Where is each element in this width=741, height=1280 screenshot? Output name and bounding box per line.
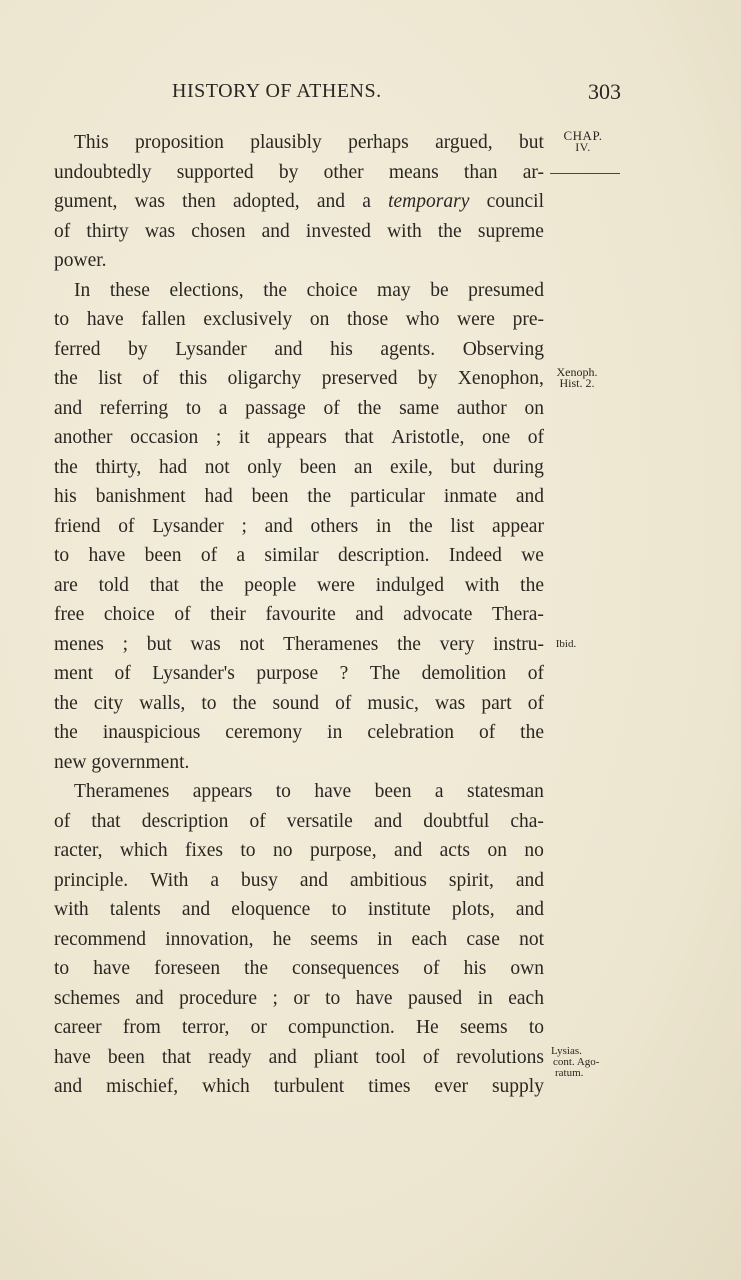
- lysias-line-1: Lysias.: [551, 1045, 582, 1057]
- text-line: menes ; but was not Theramenes the very instru-: [54, 633, 544, 655]
- margin-note-xenophon: [551, 367, 603, 389]
- body-text: [54, 128, 544, 1102]
- chapter-rule: [550, 173, 620, 174]
- text-line: friend of Lysander ; and others in the list appear: [54, 515, 544, 537]
- page-number: 303: [588, 79, 621, 104]
- margin-note-chapter: [553, 130, 613, 153]
- text-line: and mischief, which turbulent times ever supply: [54, 1076, 544, 1097]
- text-line: to have fallen exclusively on those who were pre-: [54, 309, 544, 330]
- text-line: Theramenes appears to have been a statesman: [74, 781, 544, 802]
- text-line: and referring to a passage of the same author on: [54, 397, 544, 419]
- running-title: HISTORY OF ATHENS.: [172, 80, 382, 102]
- text-line: to have been of a similar description. Indeed we: [54, 545, 544, 566]
- text-line: recommend innovation, he seems in each case not: [54, 928, 544, 950]
- text-line: his banishment had been the particular inmate and: [54, 486, 544, 507]
- text-line: of thirty was chosen and invested with the supreme: [54, 220, 544, 242]
- text-line: gument, was then adopted, and a temporary council: [54, 191, 544, 212]
- text-line: undoubtedly supported by other means than ar-: [54, 161, 544, 183]
- text-line: racter, which fixes to no purpose, and acts on no: [54, 840, 544, 861]
- text-line: free choice of their favourite and advocate Thera-: [54, 604, 544, 625]
- lysias-line-2: cont. Ago-: [553, 1056, 600, 1068]
- text-line: are told that the people were indulged with the: [54, 574, 544, 596]
- lysias-line-3: ratum.: [555, 1067, 584, 1079]
- text-line: This proposition plausibly perhaps argued, but: [74, 132, 544, 153]
- text-line: the thirty, had not only been an exile, but during: [54, 456, 544, 478]
- text-line: new government.: [54, 751, 190, 773]
- text-line: In these elections, the choice may be presumed: [74, 279, 544, 301]
- chapter-number: IV.: [575, 140, 591, 154]
- text-line: have been that ready and pliant tool of revolutions: [54, 1046, 544, 1068]
- text-line: the city walls, to the sound of music, was part of: [54, 692, 544, 714]
- text-line: of that description of versatile and doubtful cha-: [54, 810, 544, 832]
- margin-note-lysias: [551, 1046, 621, 1079]
- xenoph-line-1: Xenoph.: [556, 365, 598, 379]
- xenoph-line-2: Hist. 2.: [559, 376, 595, 390]
- text-line: principle. With a busy and ambitious spirit, and: [54, 869, 544, 891]
- text-line: schemes and procedure ; or to have paused in each: [54, 987, 544, 1009]
- text-line: to have foreseen the consequences of his own: [54, 958, 544, 979]
- text-line: career from terror, or compunction. He seems to: [54, 1017, 544, 1038]
- text-line: the inauspicious ceremony in celebration of the: [54, 722, 544, 743]
- text-line: with talents and eloquence to institute plots, and: [54, 899, 544, 920]
- chapter-label: CHAP.: [563, 128, 603, 143]
- text-line: the list of this oligarchy preserved by Xenophon,: [54, 368, 544, 389]
- text-line: ment of Lysander's purpose ? The demolition of: [54, 663, 544, 684]
- margin-note-ibid: Ibid.: [555, 638, 577, 650]
- text-line: power.: [54, 250, 107, 271]
- text-line: another occasion ; it appears that Aristotle, one of: [54, 427, 544, 448]
- text-line: ferred by Lysander and his agents. Observing: [54, 338, 544, 360]
